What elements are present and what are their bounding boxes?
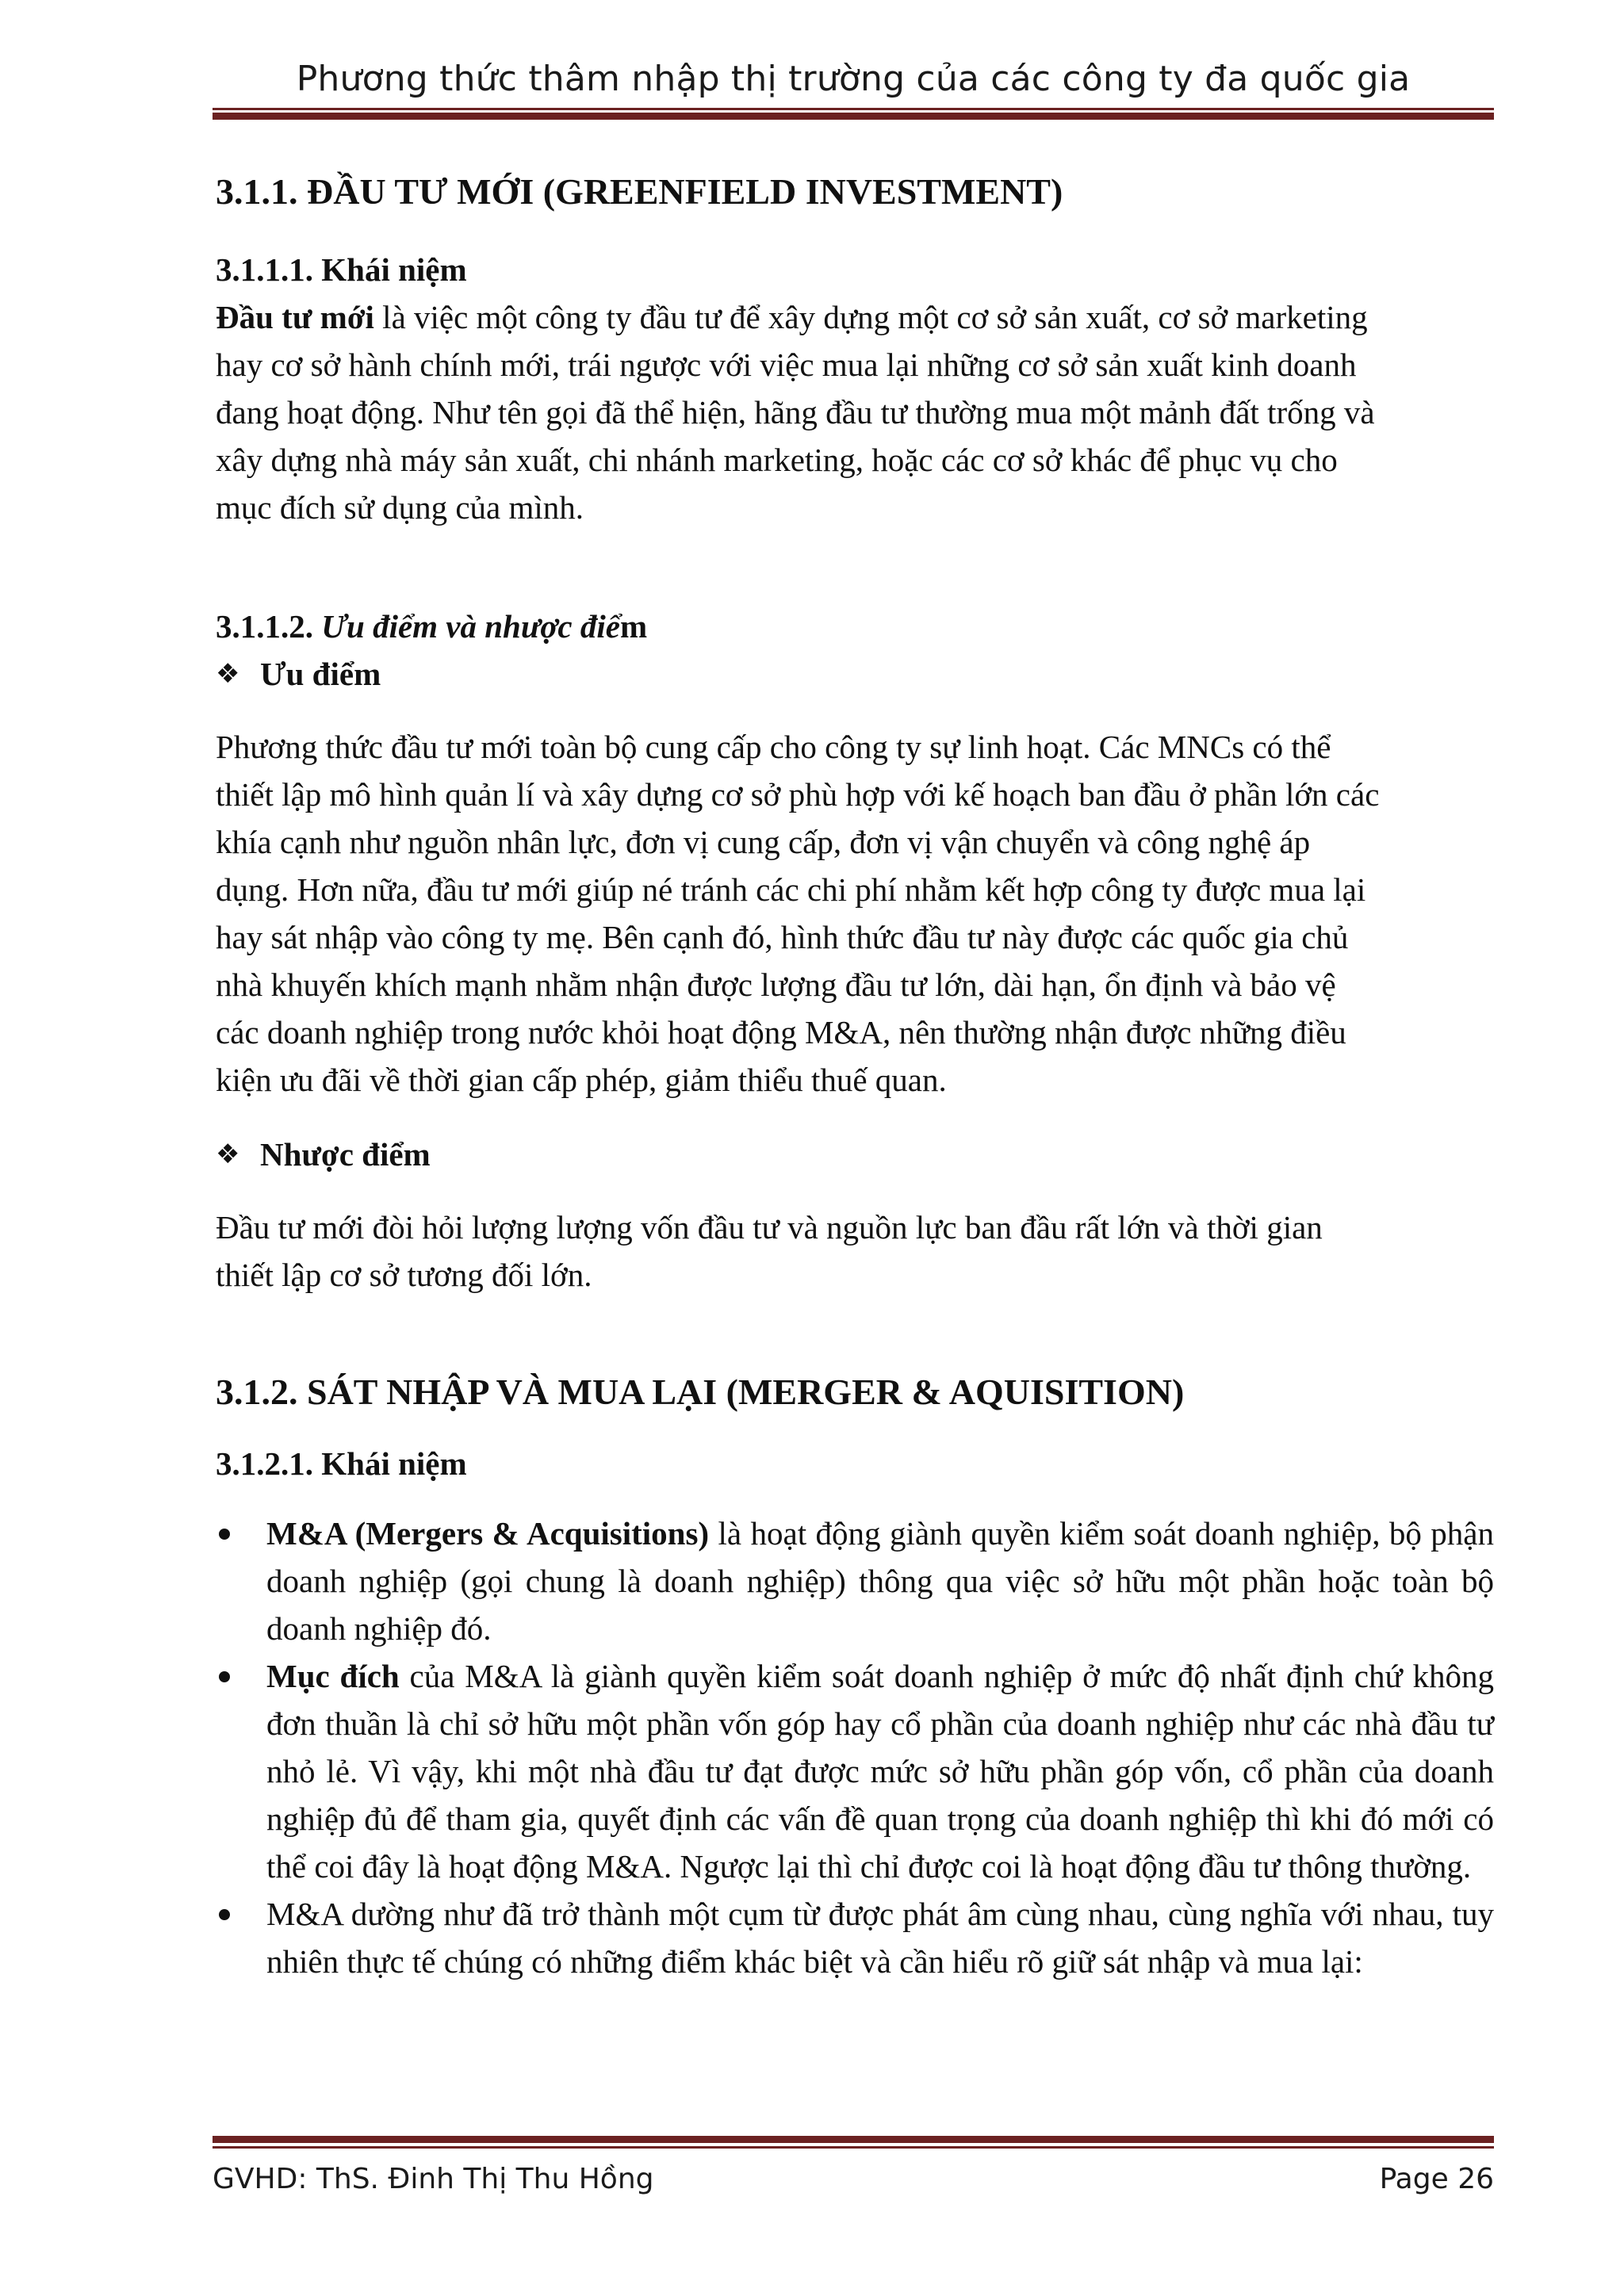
pros-title: Ưu điểm [260, 656, 381, 692]
pros-line-8: kiện ưu đãi về thời gian cấp phép, giảm thiểu thuế quan. [216, 1062, 947, 1098]
running-header-title: Phương thức thâm nhập thị trường của các công ty đa quốc gia [296, 59, 1411, 99]
subheading-number: 3.1.1.2. [216, 608, 322, 645]
pros-line-7: các doanh nghiệp trong nước khỏi hoạt động M&A, nên thường nhận được những điều [216, 1014, 1346, 1050]
paragraph-cons [216, 1203, 1494, 1299]
pros-line-3: khía cạnh như nguồn nhân lực, đơn vị cung cấp, đơn vị vận chuyển và công nghệ áp [216, 824, 1311, 860]
list-item-text: của M&A là giành quyền kiểm soát doanh nghiệp ở mức độ nhất định chứ không đơn thuần là chỉ sở hữu một phần vốn góp hay cổ phần của doanh nghiệp như các nhà đầu tư nhỏ lẻ. Vì vậy, khi một nhà đầu tư đạt được mức sở hữu phần góp vốn, cổ phần của doanh nghiệp đủ để tham gia, quyết định các vấn đề quan trọng của doanh nghiệp thì khi đó mới có thể coi đây là hoạt động M&A. Ngược lại thì chỉ được coi là hoạt động đầu tư thông thường. [266, 1658, 1494, 1885]
cons-heading [216, 1131, 1494, 1178]
section-heading-3-1-1: 3.1.1. ĐẦU TƯ MỚI (GREENFIELD INVESTMENT) [216, 171, 1063, 212]
subheading-italic: Ưu điểm và nhược điể [321, 608, 620, 645]
pros-line-1: Phương thức đầu tư mới toàn bộ cung cấp cho công ty sự linh hoạt. Các MNCs có thể [216, 729, 1331, 765]
section-heading-3-1-2: 3.1.2. SÁT NHẬP VÀ MUA LẠI (MERGER & AQUISITION) [216, 1372, 1185, 1412]
pros-line-5: hay sát nhập vào công ty mẹ. Bên cạnh đó, hình thức đầu tư này được các quốc gia chủ [216, 919, 1349, 955]
list-item-text: M&A dường như đã trở thành một cụm từ được phát âm cùng nhau, cùng nghĩa với nhau, tuy nhiên thực tế chúng có những điểm khác biệt và cần hiểu rõ giữ sát nhập và mua lại: [266, 1896, 1494, 1980]
list-item [216, 1890, 1494, 1985]
diamond-bullet-icon: ❖ [216, 1138, 240, 1170]
footer-page-number: Page 26 [1379, 2163, 1494, 2195]
pros-line-6: nhà khuyến khích mạnh nhằm nhận được lượng đầu tư lớn, dài hạn, ổn định và bảo vệ [216, 966, 1336, 1003]
header-rule-thin [213, 108, 1494, 110]
pros-line-2: thiết lập mô hình quản lí và xây dựng cơ sở phù hợp với kế hoạch ban đầu ở phần lớn các [216, 776, 1380, 813]
list-item-bold: Mục đích [266, 1658, 400, 1694]
footer-rule-thick [213, 2136, 1494, 2143]
bullet-dot-icon [219, 1909, 230, 1920]
concept-line-2: hay cơ sở hành chính mới, trái ngược với việc mua lại những cơ sở sản xuất kinh doanh [216, 346, 1357, 383]
list-item [216, 1510, 1494, 1652]
cons-line-1: Đầu tư mới đòi hỏi lượng lượng vốn đầu tư và nguồn lực ban đầu rất lớn và thời gian [216, 1209, 1323, 1246]
bullet-dot-icon [219, 1529, 230, 1540]
footer-instructor: GVHD: ThS. Đinh Thị Thu Hồng [213, 2163, 654, 2195]
subheading-3-1-1-2 [216, 603, 1494, 650]
header-rule-thick [213, 113, 1494, 120]
diamond-bullet-icon: ❖ [216, 658, 240, 690]
pros-line-4: dụng. Hơn nữa, đầu tư mới giúp né tránh các chi phí nhằm kết hợp công ty được mua lại [216, 871, 1366, 908]
paragraph-greenfield-concept [216, 293, 1494, 531]
list-item-bold: M&A (Mergers & Acquisitions) [266, 1515, 710, 1552]
concept-line-4: xây dựng nhà máy sản xuất, chi nhánh marketing, hoặc các cơ sở khác để phục vụ cho [216, 442, 1338, 478]
list-item [216, 1652, 1494, 1890]
list-item-text: là hoạt động giành quyền kiểm soát doanh nghiệp, bộ phận doanh nghiệp (gọi chung là doanh nghiệp) thông qua việc sở hữu một phần hoặc toàn bộ doanh nghiệp đó. [266, 1515, 1494, 1647]
footer-rule-thin [213, 2146, 1494, 2149]
paragraph-pros [216, 723, 1494, 1104]
ma-concept-list [216, 1510, 1494, 1985]
pros-heading [216, 650, 1494, 698]
cons-title: Nhược điểm [260, 1136, 431, 1173]
subheading-tail: m [619, 608, 648, 645]
subheading-3-1-1-1: 3.1.1.1. Khái niệm [216, 251, 467, 288]
concept-line-3: đang hoạt động. Như tên gọi đã thể hiện, hãng đầu tư thường mua một mảnh đất trống và [216, 394, 1375, 430]
bullet-dot-icon [219, 1671, 230, 1682]
concept-line-5: mục đích sử dụng của mình. [216, 489, 584, 526]
cons-line-2: thiết lập cơ sở tương đối lớn. [216, 1257, 592, 1293]
page-content [216, 166, 1494, 1985]
subheading-3-1-2-1: 3.1.2.1. Khái niệm [216, 1445, 467, 1482]
term-dau-tu-moi: Đầu tư mới [216, 299, 374, 335]
concept-line-1: là việc một công ty đầu tư để xây dựng một cơ sở sản xuất, cơ sở marketing [373, 299, 1368, 335]
